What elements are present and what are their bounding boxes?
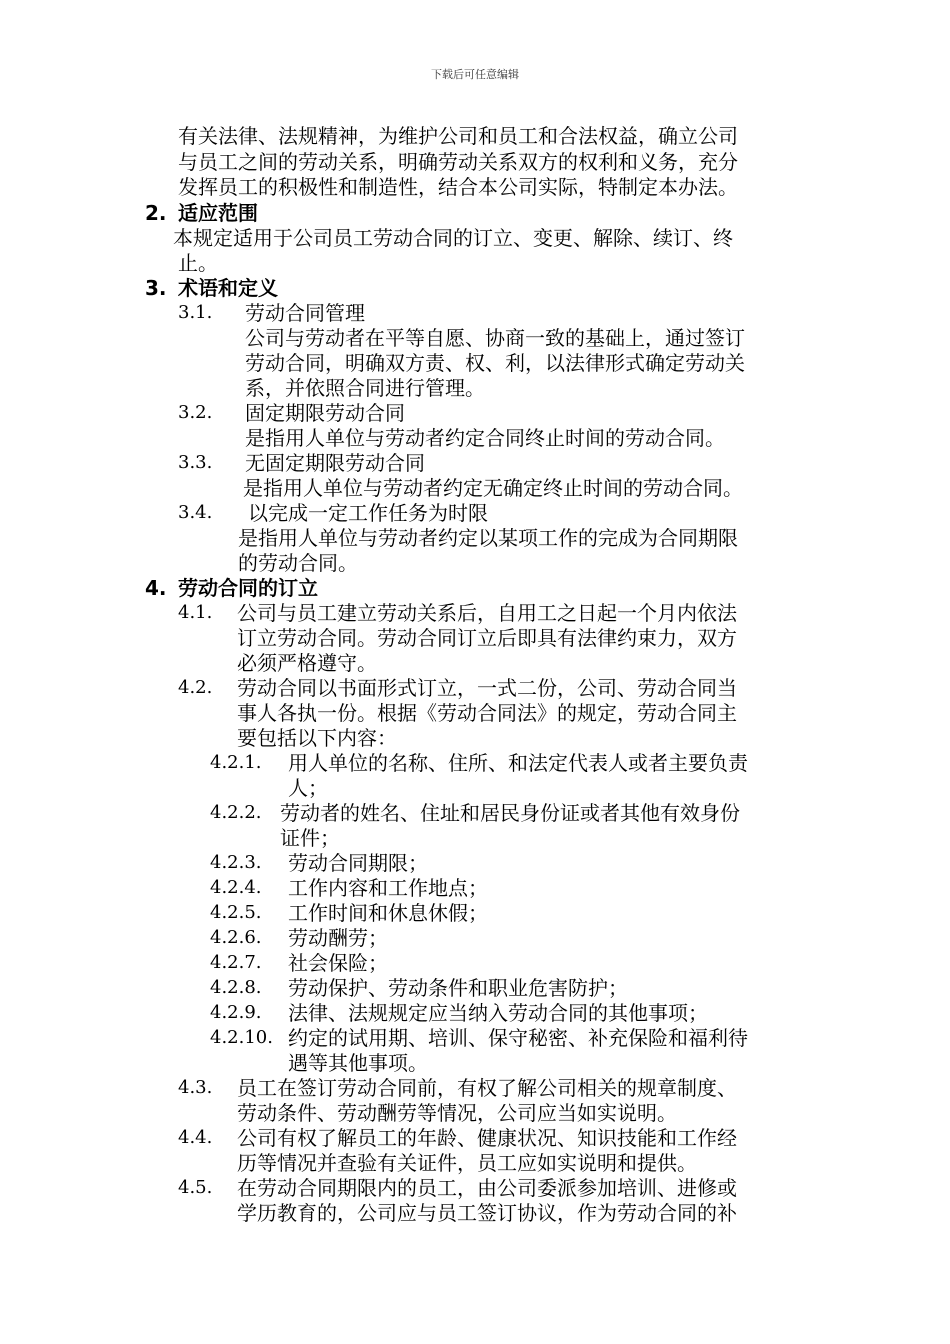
subitem-line: 社会保险；: [288, 951, 388, 975]
item-number: 4.4.: [178, 1127, 213, 1148]
subitem-number: 4.2.9.: [210, 1002, 262, 1023]
subitem-number: 4.2.7.: [210, 952, 262, 973]
item-title: 劳动合同管理: [245, 301, 365, 325]
item-body-line: 员工在签订劳动合同前，有权了解公司相关的规章制度、: [237, 1076, 737, 1100]
section-number: 4.: [145, 576, 167, 600]
item-body-line: 学历教育的，公司应与员工签订协议，作为劳动合同的补: [237, 1201, 737, 1225]
section-heading: 术语和定义: [178, 276, 278, 300]
subitem-number: 4.2.5.: [210, 902, 262, 923]
subitem-line: 证件；: [280, 826, 340, 850]
item-body-line: 要包括以下内容：: [237, 726, 397, 750]
subitem-number: 4.2.4.: [210, 877, 262, 898]
item-title: 无固定期限劳动合同: [245, 451, 425, 475]
item-body-line: 劳动合同，明确双方责、权、利，以法律形式确定劳动关: [245, 351, 745, 375]
item-number: 3.2.: [178, 402, 213, 423]
item-body-line: 是指用人单位与劳动者约定无确定终止时间的劳动合同。: [243, 476, 743, 500]
subitem-line: 劳动保护、劳动条件和职业危害防护；: [288, 976, 628, 1000]
item-body-line: 订立劳动合同。劳动合同订立后即具有法律约束力，双方: [237, 626, 737, 650]
subitem-number: 4.2.10.: [210, 1027, 273, 1048]
subitem-line: 约定的试用期、培训、保守秘密、补充保险和福利待: [288, 1026, 748, 1050]
paragraph-line: 止。: [178, 251, 218, 275]
subitem-number: 4.2.6.: [210, 927, 262, 948]
item-body-line: 事人各执一份。根据《劳动合同法》的规定，劳动合同主: [237, 701, 737, 725]
item-body-line: 历等情况并查验有关证件，员工应如实说明和提供。: [237, 1151, 697, 1175]
item-body-line: 劳动条件、劳动酬劳等情况，公司应当如实说明。: [237, 1101, 677, 1125]
subitem-line: 工作时间和休息休假；: [288, 901, 488, 925]
section-number: 3.: [145, 276, 167, 300]
subitem-line: 劳动合同期限；: [288, 851, 428, 875]
item-body-line: 劳动合同以书面形式订立，一式二份，公司、劳动合同当: [237, 676, 737, 700]
intro-line: 发挥员工的积极性和制造性，结合本公司实际，特制定本办法。: [178, 175, 738, 199]
subitem-line: 劳动者的姓名、住址和居民身份证或者其他有效身份: [280, 801, 740, 825]
intro-line: 与员工之间的劳动关系，明确劳动关系双方的权利和义务，充分: [178, 150, 738, 174]
subitem-line: 用人单位的名称、住所、和法定代表人或者主要负责: [288, 751, 748, 775]
item-body-line: 的劳动合同。: [238, 551, 358, 575]
subitem-line: 人；: [288, 776, 328, 800]
intro-line: 有关法律、法规精神，为维护公司和员工和合法权益，确立公司: [178, 124, 738, 148]
item-number: 4.2.: [178, 677, 213, 698]
item-body-line: 系，并依照合同进行管理。: [245, 376, 485, 400]
item-body-line: 是指用人单位与劳动者约定合同终止时间的劳动合同。: [245, 426, 725, 450]
subitem-number: 4.2.3.: [210, 852, 262, 873]
subitem-number: 4.2.8.: [210, 977, 262, 998]
item-title: 固定期限劳动合同: [245, 401, 405, 425]
item-number: 3.3.: [178, 452, 213, 473]
section-number: 2.: [145, 201, 167, 225]
subitem-number: 4.2.1.: [210, 752, 262, 773]
item-body-line: 公司有权了解员工的年龄、健康状况、知识技能和工作经: [237, 1126, 737, 1150]
page-header-note: 下载后可任意编辑: [431, 68, 519, 81]
item-body-line: 必须严格遵守。: [237, 651, 377, 675]
subitem-line: 劳动酬劳；: [288, 926, 388, 950]
subitem-line: 工作内容和工作地点；: [288, 876, 488, 900]
subitem-number: 4.2.2.: [210, 802, 262, 823]
item-number: 3.1.: [178, 302, 213, 323]
subitem-line: 法律、法规规定应当纳入劳动合同的其他事项；: [288, 1001, 708, 1025]
section-heading: 劳动合同的订立: [178, 576, 318, 600]
paragraph-line: 本规定适用于公司员工劳动合同的订立、变更、解除、续订、终: [173, 226, 733, 250]
item-body-line: 公司与员工建立劳动关系后，自用工之日起一个月内依法: [237, 601, 737, 625]
item-body-line: 公司与劳动者在平等自愿、协商一致的基础上，通过签订: [245, 326, 745, 350]
item-title: 以完成一定工作任务为时限: [248, 501, 488, 525]
item-number: 4.3.: [178, 1077, 213, 1098]
item-body-line: 在劳动合同期限内的员工，由公司委派参加培训、进修或: [237, 1176, 737, 1200]
section-heading: 适应范围: [178, 201, 258, 225]
item-number: 4.1.: [178, 602, 213, 623]
item-body-line: 是指用人单位与劳动者约定以某项工作的完成为合同期限: [238, 526, 738, 550]
subitem-line: 遇等其他事项。: [288, 1051, 428, 1075]
item-number: 3.4.: [178, 502, 213, 523]
item-number: 4.5.: [178, 1177, 213, 1198]
